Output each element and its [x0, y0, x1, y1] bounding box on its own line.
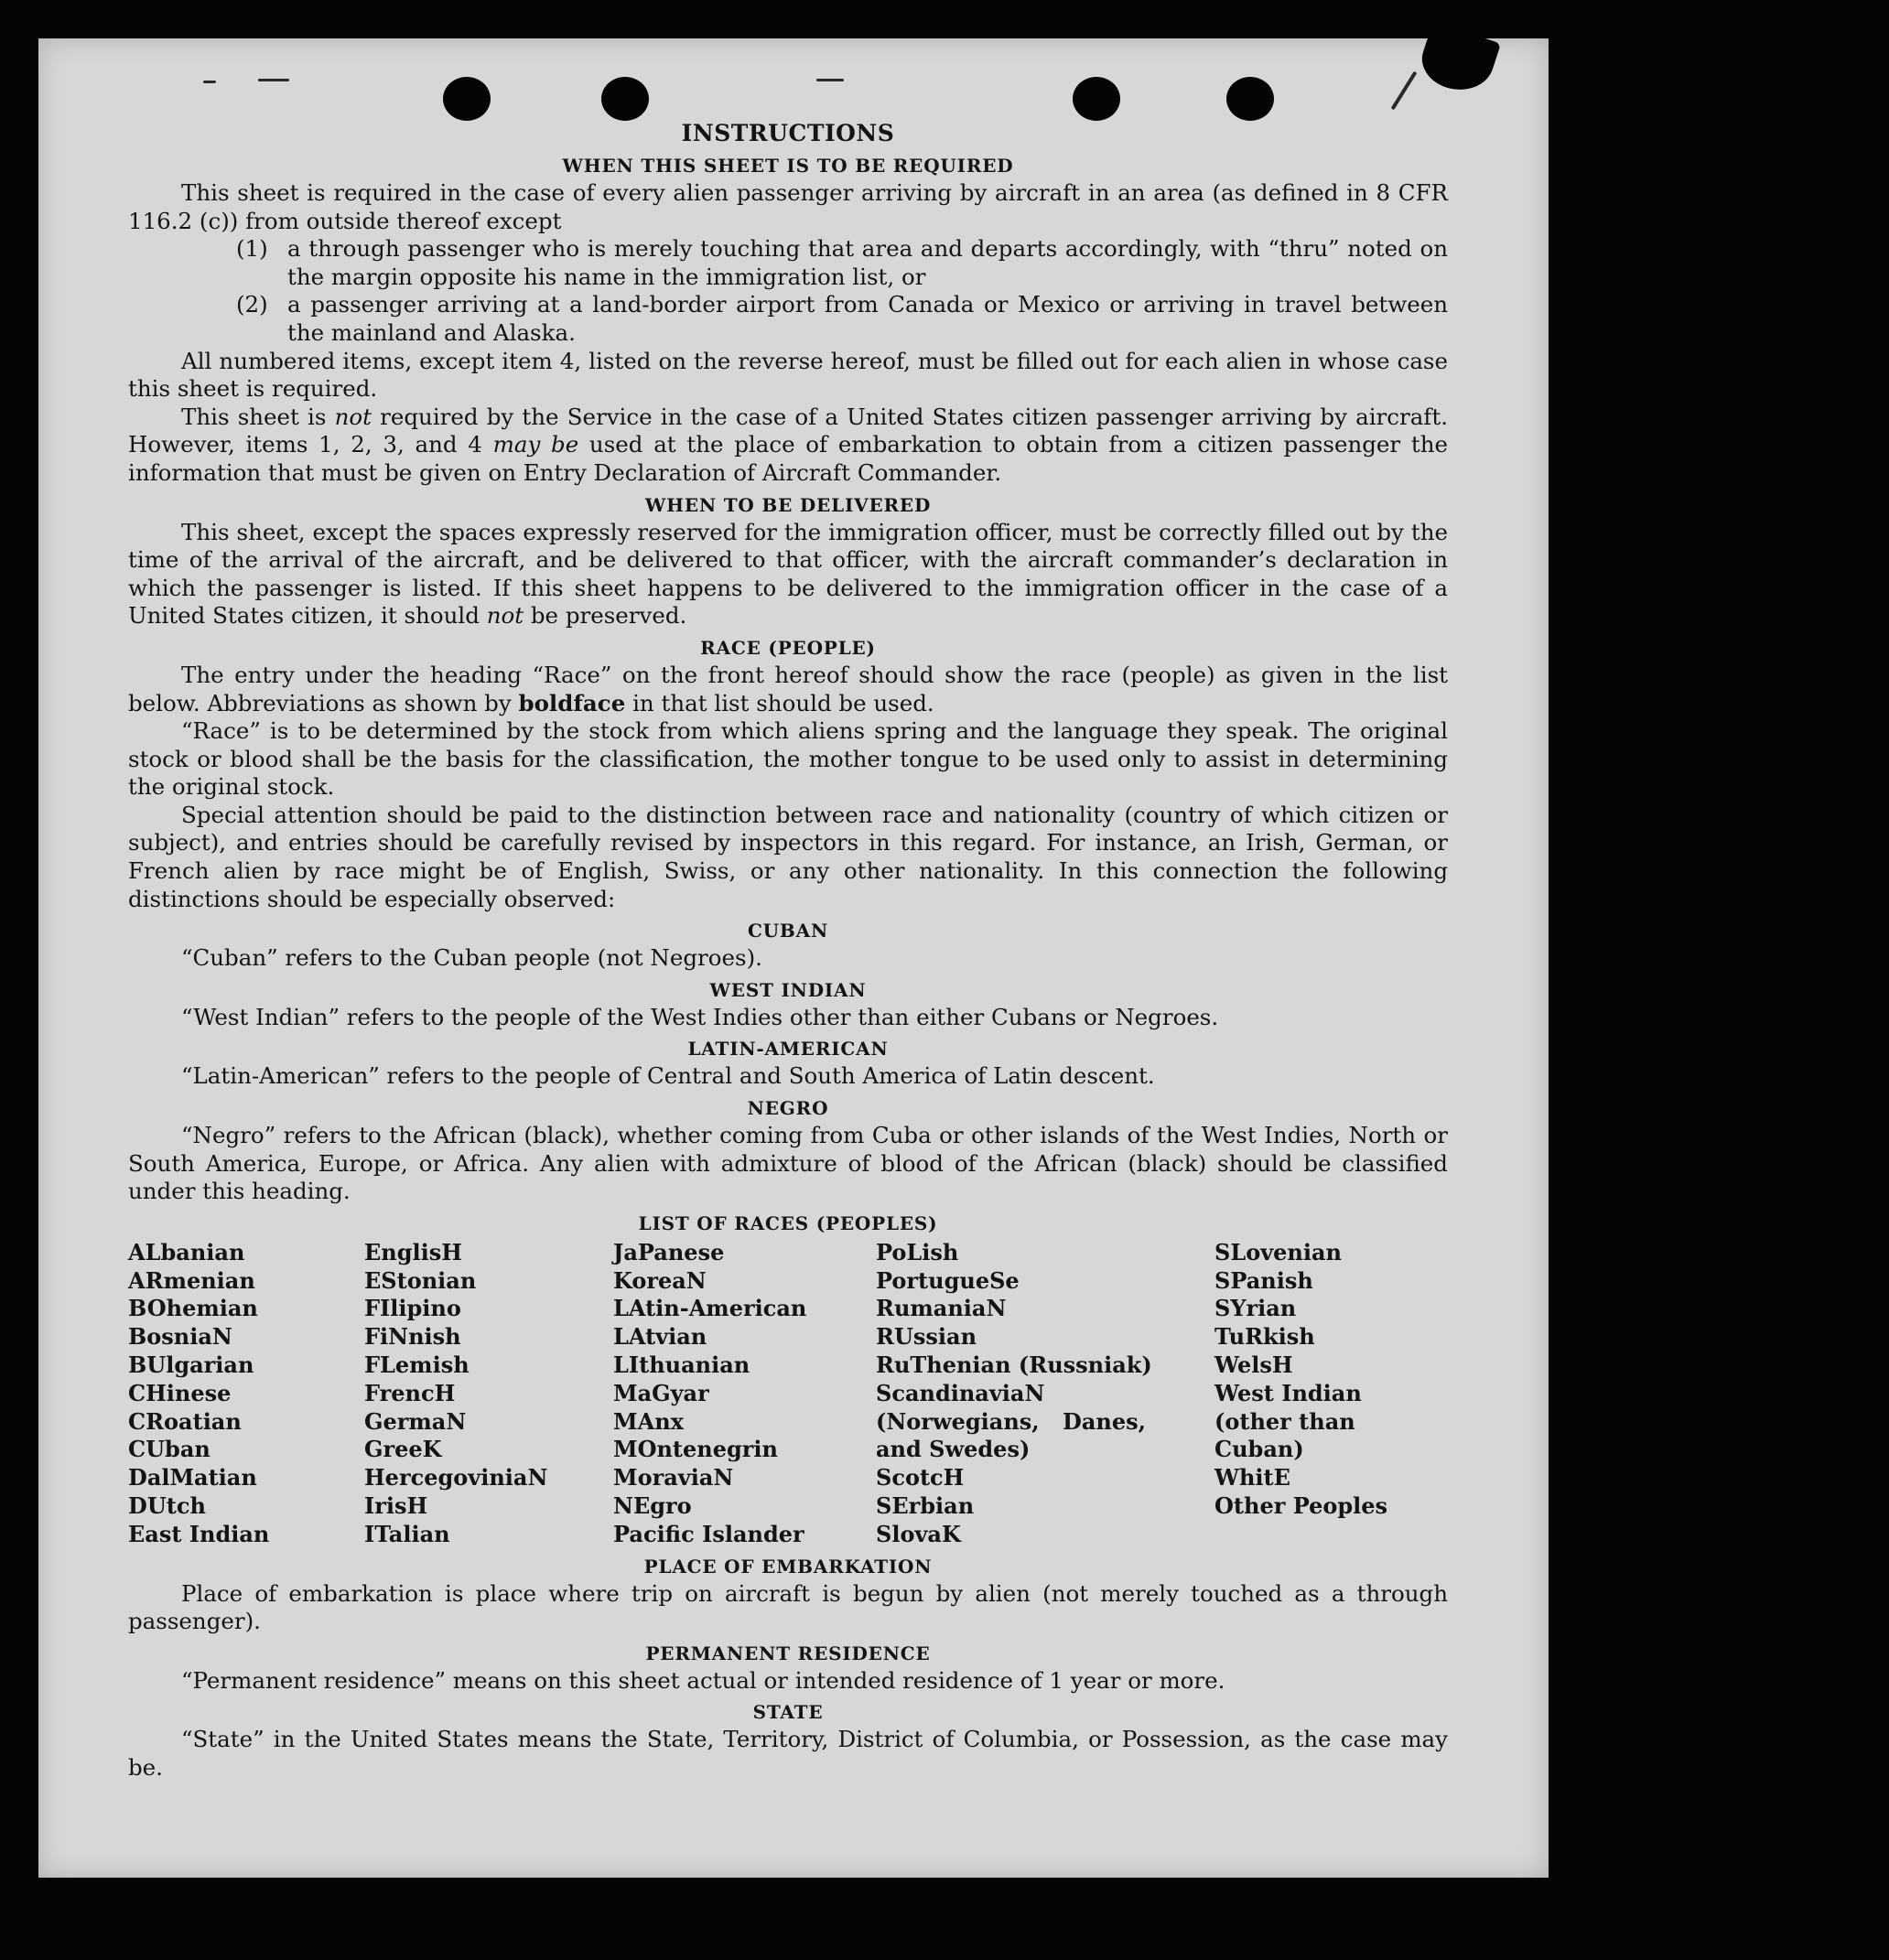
paragraph: Place of embarkation is place where trip on aircraft is begun by alien (not merely touched as a through passenger).: [128, 1579, 1448, 1635]
race-entry: JaPanese: [613, 1238, 725, 1265]
race-entry: CRoatian: [128, 1407, 242, 1435]
race-entry: KoreaN: [613, 1266, 707, 1294]
race-entry: ScotcH: [876, 1464, 965, 1492]
race-entry: WhitE: [1214, 1464, 1290, 1492]
race-entry: SYrian: [1214, 1295, 1297, 1322]
item-number: (1): [236, 235, 268, 263]
speck: [258, 79, 289, 81]
race-entry: ITalian: [364, 1520, 450, 1547]
instructions-body: [128, 119, 1448, 1782]
race-entry: FIlipino: [364, 1295, 461, 1322]
race-entry: CHinese: [128, 1379, 232, 1406]
item-text: a passenger arriving at a land-border airport from Canada or Mexico or arriving in travel between the mainland and Alaska.: [287, 291, 1448, 346]
race-entry: SlovaK: [876, 1520, 961, 1547]
race-entry: ALbanian: [128, 1238, 245, 1265]
race-entry: ScandinaviaN (Norwegians, Danes, and Swedes): [876, 1379, 1146, 1463]
punch-hole: [1226, 77, 1274, 121]
race-entry: HercegoviniaN: [364, 1464, 548, 1492]
race-entry: EStonian: [364, 1266, 477, 1294]
race-entry: CUban: [128, 1436, 210, 1463]
paragraph: “State” in the United States means the State, Territory, District of Columbia, or Possession, as the case may be.: [128, 1726, 1448, 1781]
list-item: [236, 235, 1448, 291]
emphasis: not: [334, 403, 372, 430]
item-text: a through passenger who is merely touching that area and departs accordingly, with “thru” noted on the margin opposite his name in the immigration list, or: [287, 235, 1448, 290]
race-entry: BUlgarian: [128, 1352, 254, 1378]
section-heading-embarkation: PLACE OF EMBARKATION: [643, 1555, 933, 1578]
race-entry: LAtin-American: [613, 1295, 807, 1322]
section-heading-negro: NEGRO: [747, 1097, 829, 1120]
paragraph: [128, 404, 1448, 488]
race-entry: LAtvian: [613, 1323, 707, 1351]
section-heading-race: RACE (PEOPLE): [700, 636, 876, 659]
race-entry: BOhemian: [128, 1295, 258, 1322]
race-entry: SLovenian: [1214, 1238, 1342, 1265]
paragraph: “Latin-American” refers to the people of Central and South America of Latin descent.: [181, 1062, 1155, 1090]
paragraph: [128, 662, 1448, 717]
section-heading-races-list: LIST OF RACES (PEOPLES): [638, 1212, 938, 1234]
speck: [203, 81, 216, 83]
text-run: in that list should be used.: [625, 689, 934, 716]
item-number: (2): [236, 291, 268, 318]
races-list: [128, 1239, 1448, 1549]
speck: [1391, 71, 1418, 111]
race-entry: TuRkish: [1214, 1323, 1315, 1351]
speck: [816, 79, 844, 81]
list-item: [236, 291, 1448, 347]
race-entry: RUssian: [876, 1323, 977, 1351]
emphasis: may be: [492, 431, 579, 458]
section-heading-delivered: WHEN TO BE DELIVERED: [644, 493, 932, 516]
section-heading-residence: PERMANENT RESIDENCE: [645, 1642, 931, 1664]
section-heading-state: STATE: [752, 1701, 824, 1724]
races-column: [613, 1239, 876, 1549]
paragraph: “Permanent residence” means on this sheet actual or intended residence of 1 year or more.: [181, 1666, 1225, 1694]
race-entry: PortugueSe: [876, 1266, 1020, 1294]
race-entry: SErbian: [876, 1492, 975, 1519]
race-entry: ARmenian: [128, 1266, 255, 1294]
race-entry: FLemish: [364, 1352, 470, 1378]
document-page: [38, 38, 1549, 1878]
race-entry: BosniaN: [128, 1323, 232, 1351]
text-run: used at the place of embarkation to obtain from a citizen passenger the information that must be given on Entry Declaration of Aircraft Commander.: [128, 431, 1448, 486]
races-column: [876, 1239, 1214, 1549]
race-entry: WelsH: [1214, 1352, 1293, 1378]
paragraph: [128, 519, 1448, 630]
text-run: required by the Service in the case of a United States citizen passenger arriving by aircraft. However, items 1, 2, 3, and 4: [128, 403, 1448, 458]
paragraph: All numbered items, except item 4, listed on the reverse hereof, must be filled out for each alien in whose case this sheet is required.: [128, 347, 1448, 403]
race-entry: Other Peoples: [1214, 1492, 1388, 1519]
race-entry: East Indian: [128, 1520, 270, 1547]
emphasis: not: [486, 602, 524, 630]
section-heading-required: WHEN THIS SHEET IS TO BE REQUIRED: [562, 155, 1014, 177]
race-entry: MOntenegrin: [613, 1436, 778, 1463]
race-entry: MaGyar: [613, 1379, 709, 1406]
race-entry: Pacific Islander: [613, 1520, 804, 1547]
races-column: [364, 1239, 613, 1549]
punch-hole: [443, 77, 491, 121]
text-run: This sheet, except the spaces expressly reserved for the immigration officer, must be correctly filled out by the time of the arrival of the aircraft, and be delivered to that officer, with the aircraft commander’s declaration in which the passenger is listed. If this sheet happens to be delivered to the immigration officer in the case of a United States citizen, it should: [128, 518, 1448, 630]
race-entry: FrencH: [364, 1379, 456, 1406]
race-entry: NEgro: [613, 1492, 692, 1519]
paragraph: Special attention should be paid to the distinction between race and nationality (country of which citizen or subject), and entries should be carefully revised by inspectors in this regard. For instance, an Irish, German, or French alien by race might be of English, Swiss, or any other nationality. In this connection the following distinctions should be especially observed:: [128, 801, 1448, 912]
race-entry: IrisH: [364, 1492, 428, 1519]
paragraph: “West Indian” refers to the people of the West Indies other than either Cubans or Negroes.: [181, 1003, 1219, 1030]
race-entry: RuThenian (Russniak): [876, 1352, 1152, 1378]
paragraph: This sheet is required in the case of every alien passenger arriving by aircraft in an area (as defined in 8 CFR 116.2 (c)) from outside thereof except: [128, 179, 1448, 234]
text-run: This sheet is: [181, 403, 335, 430]
punch-hole: [601, 77, 649, 121]
races-column: [1214, 1239, 1448, 1549]
race-entry: DalMatian: [128, 1464, 257, 1492]
section-heading-cuban: CUBAN: [747, 920, 829, 942]
paragraph: “Cuban” refers to the Cuban people (not Negroes).: [181, 944, 762, 972]
race-entry: EnglisH: [364, 1238, 462, 1265]
paragraph: “Negro” refers to the African (black), whether coming from Cuba or other islands of the West Indies, North or South America, Europe, or Africa. Any alien with admixture of blood of the African (black) should be classified under this heading.: [128, 1122, 1448, 1205]
race-entry: GreeK: [364, 1436, 442, 1463]
page-title: INSTRUCTIONS: [681, 120, 895, 146]
race-entry: GermaN: [364, 1407, 467, 1435]
race-entry: SPanish: [1214, 1266, 1313, 1294]
torn-corner: [1415, 38, 1501, 99]
punch-hole: [1073, 77, 1120, 121]
race-entry: MAnx: [613, 1407, 684, 1435]
race-entry: FiNnish: [364, 1323, 461, 1351]
race-entry: LIthuanian: [613, 1352, 750, 1378]
race-entry: RumaniaN: [876, 1295, 1007, 1322]
section-heading-latin-american: LATIN-AMERICAN: [687, 1038, 889, 1061]
text-run: The entry under the heading “Race” on the front hereof should show the race (people) as given in the list below. Abbreviations as shown by: [128, 661, 1448, 716]
section-heading-west-indian: WEST INDIAN: [709, 978, 867, 1001]
race-entry: DUtch: [128, 1492, 206, 1519]
race-entry: West Indian (other than Cuban): [1214, 1379, 1362, 1463]
text-run: be preserved.: [524, 602, 687, 630]
races-column: [128, 1239, 364, 1549]
race-entry: MoraviaN: [613, 1464, 734, 1492]
paragraph: “Race” is to be determined by the stock from which aliens spring and the language they speak. The original stock or blood shall be the basis for the classification, the mother tongue to be used only to assist in determining the original stock.: [128, 717, 1448, 801]
bold-term: boldface: [518, 689, 626, 716]
race-entry: PoLish: [876, 1238, 959, 1265]
